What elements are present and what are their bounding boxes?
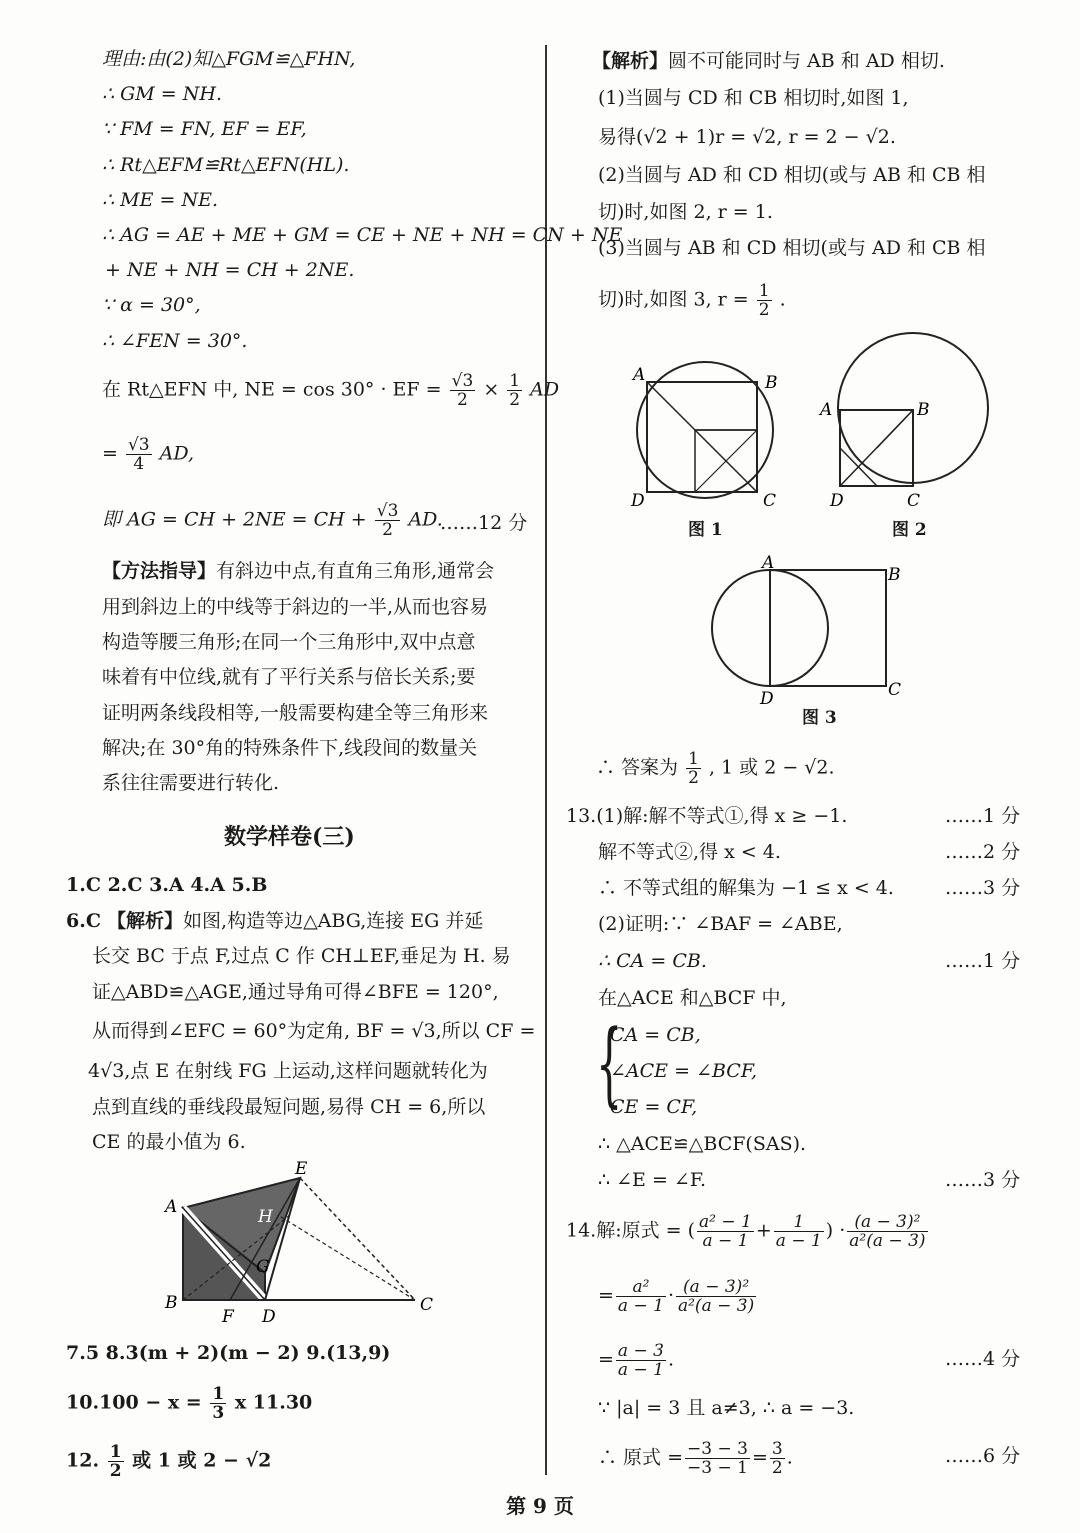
fraction-num: √3 [376, 501, 399, 521]
q12-label: 12. [66, 1449, 100, 1472]
times-sign: × [483, 378, 500, 401]
fraction-den: −3 − 1 [687, 1458, 748, 1478]
q6-line-6: 点到直线的垂线段最短问题,易得 CH = 6,所以 [92, 1096, 486, 1118]
fraction-den: a − 1 [617, 1360, 664, 1380]
left-brace: { [596, 1010, 623, 1117]
answer-suffix: , 1 或 2 − √2. [708, 756, 835, 779]
q6-line-1 [66, 908, 483, 934]
page-number: 第 9 页 [506, 1494, 574, 1518]
label-e: E [295, 1160, 308, 1179]
q6-line-2: 长交 BC 于点 F,过点 C 作 CH⊥EF,垂足为 H. 易 [92, 945, 511, 967]
fraction-num: 1 [774, 1213, 824, 1232]
fraction-num: 1 [212, 1384, 225, 1404]
fraction-num: 3 [771, 1439, 783, 1459]
figure-3-caption: 图 3 [802, 708, 837, 728]
fig2-label-a: A [820, 400, 833, 420]
jiexi-text: 圆不可能同时与 AB 和 AD 相切. [668, 50, 945, 72]
fraction-den: 2 [109, 1461, 122, 1481]
answer-text: ∴ 答案为 [596, 756, 679, 779]
fraction [847, 1213, 927, 1250]
q13-line-5: ∴ CA = CB. [598, 950, 707, 972]
fraction-den: 3 [212, 1403, 225, 1423]
fraction-den: a − 1 [617, 1296, 664, 1316]
label-d: D [262, 1307, 276, 1327]
fraction-num: √3 [127, 435, 150, 455]
system-line-1: CA = CB, [610, 1024, 701, 1046]
proof-line-9: ∴ ∠FEN = 30°. [102, 330, 248, 352]
method-line-6: 解决;在 30°角的特殊条件下,线段间的数量关 [102, 737, 478, 759]
fig1-label-c: C [763, 491, 777, 511]
fraction-den: a − 1 [702, 1231, 749, 1251]
proof-line-8: ∵ α = 30°, [102, 294, 201, 316]
fraction [616, 1342, 666, 1379]
fraction-num: 1 [509, 371, 521, 391]
q13-end-1: ∴ △ACE≌△BCF(SAS). [598, 1133, 807, 1155]
answer-12-conclusion [596, 750, 835, 787]
conclusion-line [102, 502, 443, 539]
q12-suffix: 或 1 或 2 − √2 [132, 1449, 272, 1472]
fraction-den: 2 [457, 390, 468, 410]
q13-end-2: ∴ ∠E = ∠F. [598, 1169, 707, 1191]
rt-triangle-line [102, 372, 559, 409]
result-text: ∴ 原式 = [598, 1446, 683, 1469]
method-line-3: 构造等腰三角形;在同一个三角形中,双中点意 [102, 631, 476, 653]
fraction-den: a²(a − 3) [677, 1296, 755, 1316]
jiexi-label: 【解析】 [592, 50, 669, 72]
dot-sign: · [667, 1284, 674, 1307]
score: ……1 分 [945, 950, 1021, 972]
equals-sign: = [598, 1348, 614, 1371]
q13-line-4: (2)证明:∵ ∠BAF = ∠ABE, [598, 913, 843, 935]
method-line-2: 用到斜边上的中线等于斜边的一半,从而也容易 [102, 596, 489, 618]
method-label: 【方法指导】 [102, 560, 217, 582]
score: ……4 分 [945, 1348, 1021, 1370]
conclusion-text: 即 AG = CH + 2NE = CH + [102, 508, 367, 531]
fraction [616, 1278, 666, 1315]
q13-line-6: 在△ACE 和△BCF 中, [598, 987, 787, 1009]
eq-suffix: AD, [159, 442, 194, 465]
fraction [686, 750, 701, 787]
q6-line-7: CE 的最小值为 6. [92, 1131, 246, 1153]
fig2-label-b: B [917, 400, 930, 420]
q6-line-5: 4√3,点 E 在射线 FG 上运动,这样问题就转化为 [88, 1060, 488, 1082]
case3-text: 切)时,如图 3, r = [598, 288, 749, 311]
label-h: H [258, 1207, 273, 1227]
period: . [779, 288, 786, 311]
fig3-label-c: C [888, 680, 902, 700]
q6-text: 如图,构造等边△ABG,连接 EG 并延 [183, 910, 484, 932]
proof-line-6: ∴ AG = AE + ME + GM = CE + NE + NH = CN + NE [102, 224, 623, 246]
fraction [676, 1278, 756, 1315]
fig3-label-d: D [760, 689, 774, 709]
q14-line-4: ∵ |a| = 3 且 a≠3, ∴ a = −3. [598, 1397, 855, 1419]
column-divider [545, 45, 547, 1475]
q6-label: 6.C [66, 910, 101, 932]
q13-line-2: 解不等式②,得 x < 4. [598, 841, 781, 863]
case-line-5: (3)当圆与 AB 和 CD 相切(或与 AD 和 CB 相 [598, 237, 986, 259]
label-g: G [256, 1257, 270, 1277]
fraction-num: √3 [451, 371, 474, 391]
fig1-label-d: D [631, 491, 645, 511]
equals-sign: = [751, 1446, 768, 1469]
proof-line-7: + NE + NH = CH + 2NE. [105, 259, 355, 281]
fraction-den: a²(a − 3) [849, 1231, 926, 1251]
fraction-den: 4 [133, 454, 145, 474]
fraction-den: 2 [509, 390, 521, 410]
q10-text: 10.100 − x = [66, 1391, 202, 1414]
case-line-1: (1)当圆与 CD 和 CB 相切时,如图 1, [598, 87, 909, 109]
proof-line-4: ∴ Rt△EFM≌Rt△EFN(HL). [102, 154, 350, 176]
q13-line-3: ∴ 不等式组的解集为 −1 ≤ x < 4. [598, 877, 894, 899]
score: ……3 分 [945, 877, 1021, 899]
answer-12 [66, 1443, 271, 1480]
score: ……2 分 [945, 841, 1021, 863]
q14-line-2 [598, 1278, 758, 1315]
fig1-label-a: A [633, 365, 646, 385]
fraction [126, 436, 152, 473]
fraction [108, 1443, 124, 1480]
figure-2-caption: 图 2 [892, 520, 927, 540]
case-line-3: (2)当圆与 AD 和 CD 相切(或与 AB 和 CB 相 [598, 164, 986, 186]
q14-line-1 [566, 1213, 930, 1250]
answer-10-11 [66, 1385, 312, 1422]
eq-line [102, 436, 194, 473]
label-c: C [420, 1295, 434, 1315]
equals-sign: = [598, 1284, 614, 1307]
fraction [757, 282, 772, 319]
fig2-label-d: D [830, 491, 844, 511]
figure-1-caption: 图 1 [688, 520, 723, 540]
score: ……3 分 [945, 1169, 1021, 1191]
fraction-num: a² [616, 1278, 666, 1297]
q14-line-3: = $\frac{a - 3}{a - 1}$ . [598, 1341, 674, 1380]
fraction [770, 1440, 785, 1477]
fraction-num: 1 [758, 281, 770, 301]
proof-line-5: ∴ ME = NE. [102, 189, 218, 211]
method-line-5: 证明两条线段相等,一般需要构建全等三角形来 [102, 702, 489, 724]
conclusion-suffix: AD. [408, 508, 443, 531]
method-line-4: 味着有中位线,就有了平行关系与倍长关系;要 [102, 666, 476, 688]
fig3-label-a: A [762, 553, 775, 573]
fraction-num: a² − 1 [699, 1212, 752, 1232]
figure-2 [815, 330, 995, 515]
q14-text: 14.解:原式 = ( [566, 1219, 696, 1242]
diag-1a [647, 382, 695, 430]
system-line-2: ∠ACE = ∠BCF, [610, 1060, 758, 1082]
fraction [697, 1213, 754, 1250]
fraction-den: a − 1 [775, 1231, 822, 1251]
score: ……1 分 [945, 805, 1021, 827]
case-line-6 [598, 282, 786, 319]
fraction [774, 1213, 824, 1250]
fraction-den: 2 [382, 520, 393, 540]
method-text: 有斜边中点,有直角三角形,通常会 [216, 560, 495, 582]
right-jiexi-line [592, 48, 945, 74]
rt-line-text: 在 Rt△EFN 中, NE = cos 30° · EF = [102, 378, 442, 401]
q6-line-4: 从而得到∠EFC = 60°为定角, BF = √3,所以 CF = [92, 1020, 536, 1042]
fraction [210, 1385, 226, 1422]
equals-sign: = [102, 442, 118, 465]
figure-3 [710, 552, 910, 712]
score: ……6 分 [945, 1445, 1021, 1467]
section-title: 数学样卷(三) [224, 824, 355, 850]
fraction-den: 2 [758, 300, 770, 320]
proof-line-3: ∵ FM = FN, EF = EF, [102, 118, 307, 140]
fig1-label-b: B [765, 373, 778, 393]
case-line-4: 切)时,如图 2, r = 1. [598, 201, 773, 223]
close-paren: ) · [825, 1219, 846, 1242]
fraction [450, 372, 476, 409]
jiexi-label: 【解析】 [107, 910, 184, 932]
fraction-num: (a − 3)² [847, 1213, 927, 1232]
plus-sign: + [755, 1219, 772, 1242]
figure-1 [625, 360, 800, 520]
label-f: F [222, 1307, 234, 1327]
fraction-den: 2 [771, 1458, 783, 1478]
answers-7-9: 7.5 8.3(m + 2)(m − 2) 9.(13,9) [66, 1342, 391, 1364]
fraction [685, 1440, 750, 1477]
diag-2c [877, 410, 913, 448]
label-a: A [165, 1197, 178, 1217]
method-line-1 [102, 558, 494, 584]
q6-line-3: 证△ABD≌△AGE,通过导角可得∠BFE = 120°, [92, 981, 499, 1003]
fig3-label-b: B [888, 565, 901, 585]
proof-line-1: 理由:由(2)知△FGM≌△FHN, [102, 48, 356, 70]
rt-line-suffix: AD [530, 378, 560, 401]
fraction [507, 372, 522, 409]
fraction-num: 1 [109, 1442, 122, 1462]
fraction-num: 1 [688, 749, 699, 769]
method-line-7: 系往往需要进行转化. [102, 772, 280, 794]
line-ch-dashed [278, 1215, 415, 1300]
label-b: B [165, 1293, 178, 1313]
fraction [375, 502, 401, 539]
system-line-3: CE = CF, [610, 1096, 698, 1118]
fraction-num: a − 3 [617, 1341, 664, 1361]
answers-1-5: 1.C 2.C 3.A 4.A 5.B [66, 874, 268, 896]
proof-line-2: ∴ GM = NH. [102, 83, 222, 105]
score-12: ……12 分 [440, 512, 528, 534]
q10-suffix: x 11.30 [234, 1391, 313, 1414]
fraction-den: 2 [688, 768, 699, 788]
q6-figure [160, 1160, 450, 1330]
fraction-num: (a − 3)² [676, 1278, 756, 1297]
q14-line-5: ∴ 原式 = $\frac{-3 - 3}{-3 - 1}$ = $\frac{3}{2}$ . [598, 1439, 793, 1478]
q13-line-1: 13.(1)解:解不等式①,得 x ≥ −1. [566, 805, 848, 827]
fraction-num: −3 − 3 [687, 1439, 748, 1459]
fig2-label-c: C [907, 491, 921, 511]
case-line-2: 易得(√2 + 1)r = √2, r = 2 − √2. [598, 126, 896, 148]
